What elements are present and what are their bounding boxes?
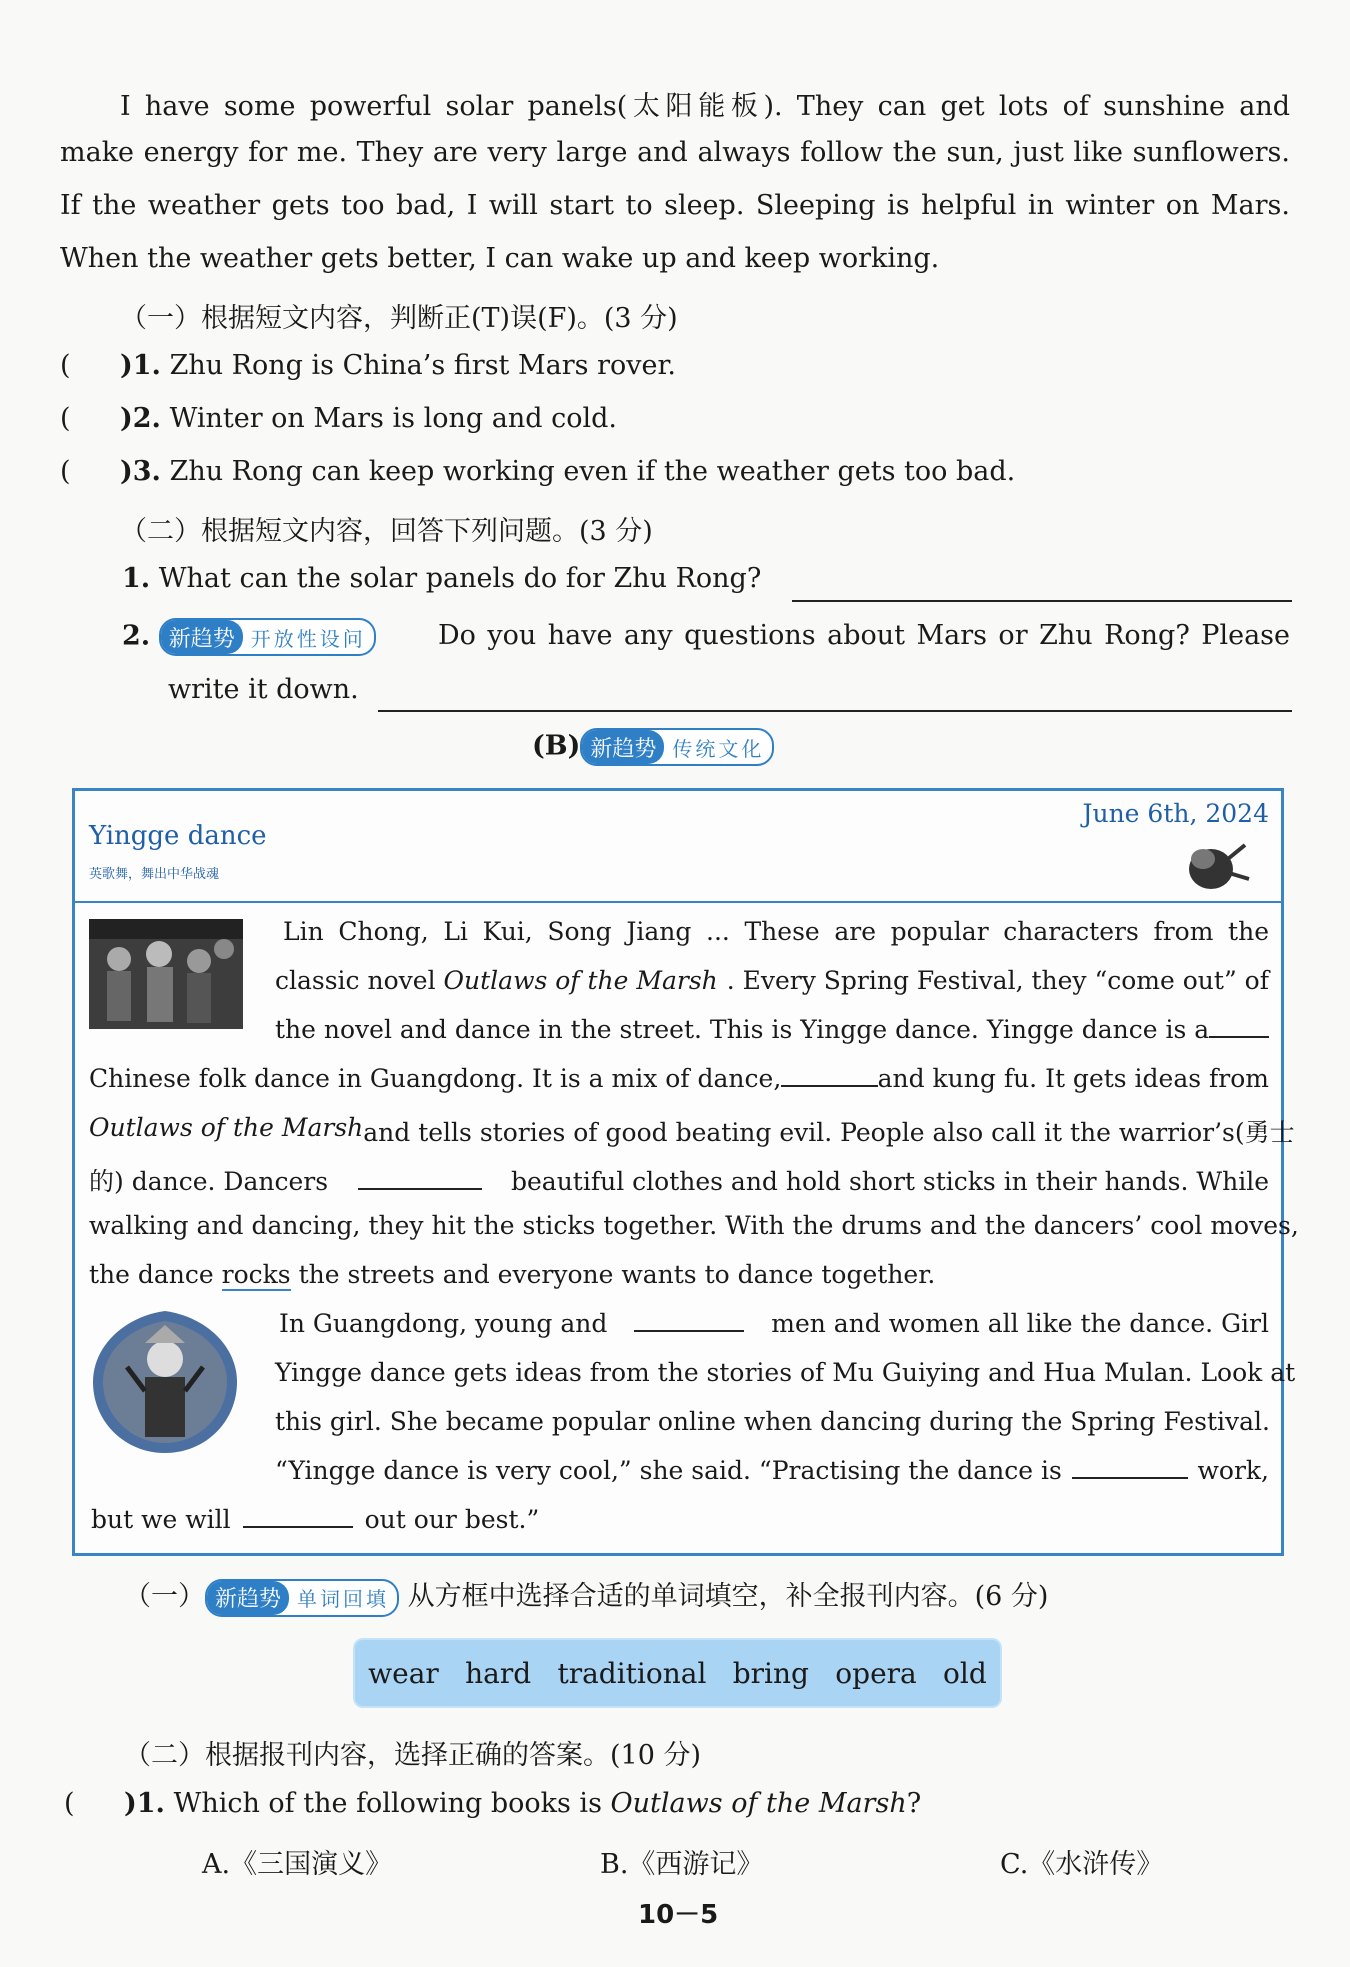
passage-line-2: make energy for me. They are very large and always follow the sun, just like sunflowers. [60,137,1290,168]
part-b2-heading: （二）根据报刊内容，选择正确的答案。(10 分) [124,1740,702,1771]
p1-line-5: Outlaws of the Marsh and tells stories of good beating evil. People also call it the warrior’s(勇士 [89,1113,1295,1147]
p1-line-7: walking and dancing, they hit the sticks together. With the drums and the dancers’ cool moves, [89,1211,1299,1240]
answer-paren[interactable]: ( [60,350,71,381]
word-option: bring [732,1656,809,1690]
card-header [75,791,1281,903]
page-number: 10－5 [638,1900,719,1930]
word-option: traditional [557,1656,707,1690]
question-2-text-2: write it down. [168,674,359,705]
tf-item-1: ( )1. Zhu Rong is China’s first Mars rover. [60,350,676,381]
tf-item-3: ( )3. Zhu Rong can keep working even if the weather gets too bad. [60,456,1016,487]
word-option: opera [835,1656,917,1690]
option-c[interactable]: C.《水浒传》 [1000,1849,1164,1880]
question-2: 2. 新趋势 开放性设问 [122,618,376,656]
word-option: hard [465,1656,532,1690]
p1-line-1: Lin Chong, Li Kui, Song Jiang ... These are popular characters from the [283,917,1269,946]
p2-line-1: In Guangdong, young and men and women all like the dance. Girl [279,1309,1269,1338]
p1-line-2: classic novel Outlaws of the Marsh . Every Spring Festival, they “come out” of [275,966,1269,995]
dance-crowd-photo [89,919,243,1029]
tf-item-2: ( )2. Winter on Mars is long and cold. [60,403,617,434]
p1-line-4: Chinese folk dance in Guangdong. It is a mix of dance, and kung fu. It gets ideas from [89,1064,1269,1093]
p2-line-3: this girl. She became popular online when dancing during the Spring Festival. [275,1407,1270,1436]
p2-line-5: but we will out our best.” [91,1505,540,1534]
p1-line-8: the dance rocks the streets and everyone wants to dance together. [89,1260,936,1289]
passage-line-3: If the weather gets too bad, I will start to sleep. Sleeping is helpful in winter on Mars. [60,190,1290,221]
card-date: June 6th, 2024 [1082,799,1269,828]
blank-1[interactable] [1209,1035,1269,1038]
p1-line-6: 的) dance. Dancers beautiful clothes and hold short sticks in their hands. While [89,1167,1269,1196]
option-b[interactable]: B.《西游记》 [600,1849,764,1880]
blank-6[interactable] [243,1525,353,1528]
card-title: Yingge dance [89,821,267,851]
card-subtitle: 英歌舞，舞出中华战魂 [89,867,220,882]
blank-2[interactable] [781,1084,877,1087]
option-a[interactable]: A.《三国演义》 [202,1849,393,1880]
newspaper-card [72,788,1299,1556]
p2-line-4: “Yingge dance is very cool,” she said. “Practising the dance is work, [275,1456,1269,1485]
part-a2-heading: （二）根据短文内容，回答下列问题。(3 分) [120,516,653,547]
answer-paren[interactable]: ( [64,1788,75,1819]
answer-paren[interactable]: ( [60,403,71,434]
drummer-icon [1173,833,1253,893]
p2-line-2: Yingge dance gets ideas from the stories of Mu Guiying and Hua Mulan. Look at [275,1358,1296,1387]
section-b-header: (B) 新趋势 传统文化 [532,728,774,766]
p1-line-3: the novel and dance in the street. This is Yingge dance. Yingge dance is a [275,1015,1269,1044]
part-a1-heading: （一）根据短文内容，判断正(T)误(F)。(3 分) [120,303,678,334]
trend-tag: 新趋势 传统文化 [580,728,774,766]
question-1: 1. What can the solar panels do for Zhu Rong? [122,563,762,594]
answer-line-2[interactable] [378,710,1292,712]
blank-5[interactable] [1072,1476,1188,1479]
blank-3[interactable] [358,1187,482,1190]
underlined-word: rocks [221,1260,291,1289]
trend-tag: 新趋势 单词回填 [205,1579,399,1617]
passage-line-1: I have some powerful solar panels(太阳能板). They can get lots of sunshine and [120,91,1290,122]
blank-4[interactable] [634,1329,744,1332]
word-box [355,1640,1000,1706]
answer-paren[interactable]: ( [60,456,71,487]
word-option: wear [368,1656,439,1690]
question-2-text: Do you have any questions about Mars or Zhu Rong? Please [438,620,1290,651]
mc-question-1: ( )1. Which of the following books is Outlaws of the Marsh? [64,1788,922,1819]
answer-line-1[interactable] [792,600,1292,602]
part-b1-heading: （一） 新趋势 单词回填 从方框中选择合适的单词填空，补全报刊内容。(6 分) [124,1574,1048,1617]
girl-dancer-photo [87,1307,243,1457]
word-option: old [943,1656,987,1690]
trend-tag: 新趋势 开放性设问 [159,618,376,656]
passage-line-4: When the weather gets better, I can wake up and keep working. [60,243,940,274]
